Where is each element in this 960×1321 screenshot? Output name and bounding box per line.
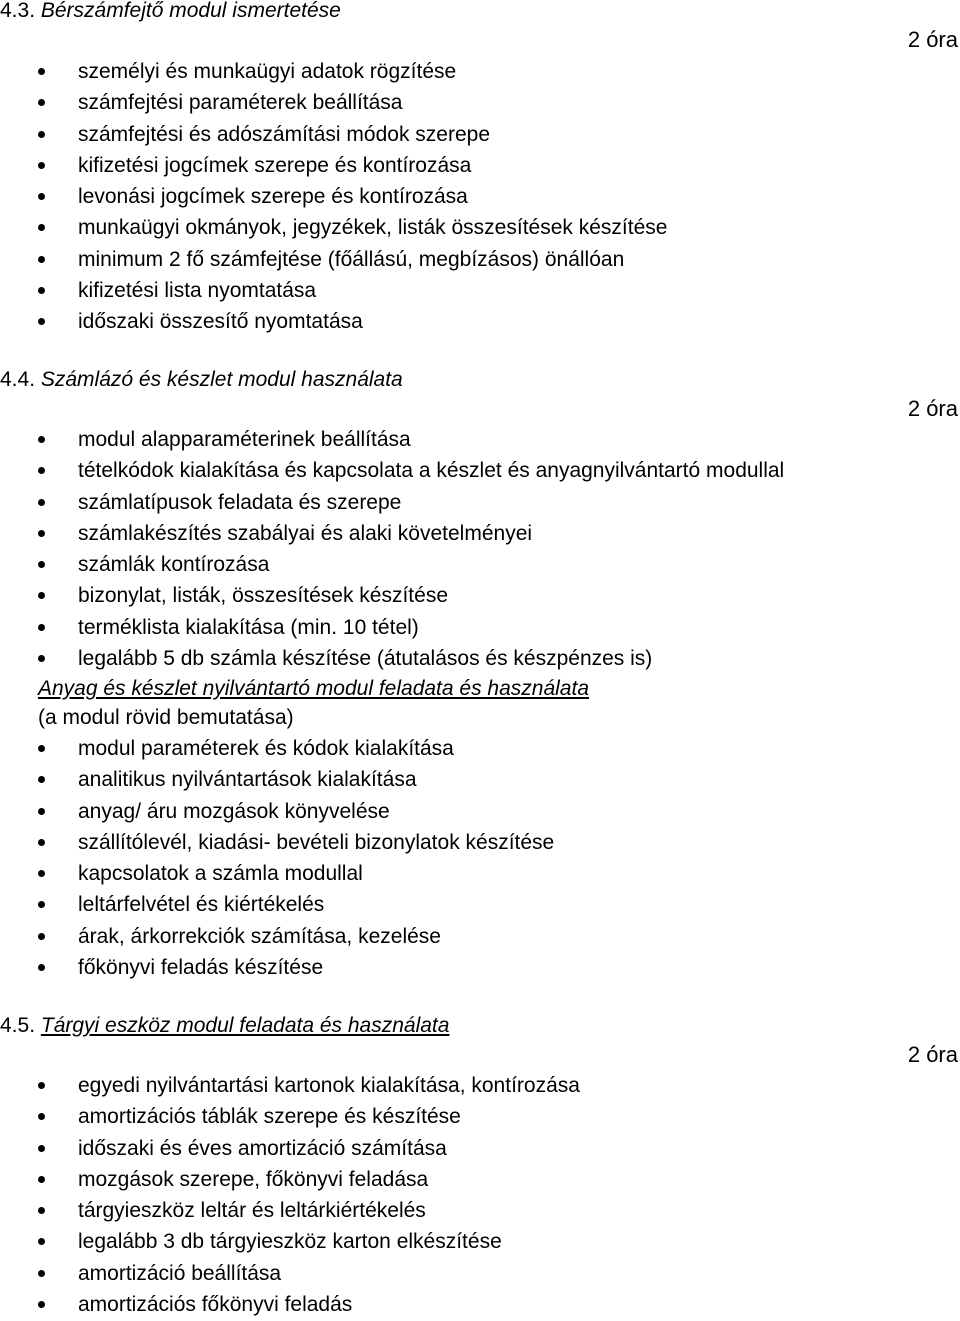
list-item-text: kapcsolatok a számla modullal — [78, 862, 363, 886]
list-item-text: bizonylat, listák, összesítések készítése — [78, 584, 448, 608]
section-hours: 2 óra — [907, 27, 958, 52]
list-item-text: legalább 5 db számla készítése (átutalásos és készpénzes is) — [78, 647, 653, 671]
bullet-icon — [38, 1207, 45, 1214]
bullet-icon — [38, 1145, 45, 1152]
bullet-icon — [38, 162, 45, 169]
list-item-text: amortizációs főkönyvi feladás — [78, 1293, 353, 1317]
bullet-list-4-5 — [0, 1070, 580, 1320]
list-item-text: amortizáció beállítása — [78, 1261, 282, 1285]
bullet-icon — [38, 318, 45, 325]
list-item-text: terméklista kialakítása (min. 10 tétel) — [78, 615, 419, 639]
section-title: Bérszámfejtő modul ismertetése — [40, 0, 341, 22]
section-hours: 2 óra — [907, 396, 958, 421]
list-item — [0, 796, 554, 827]
list-item-text: levonási jogcímek szerepe és kontírozása — [78, 185, 468, 209]
list-item-text: tételkódok kialakítása és kapcsolata a készlet és anyagnyilvántartó modullal — [78, 459, 785, 483]
subsection-subtitle: (a modul rövid bemutatása) — [38, 706, 294, 729]
list-item — [0, 764, 554, 795]
list-item-text: időszaki és éves amortizáció számítása — [78, 1136, 447, 1160]
bullet-icon — [38, 287, 45, 294]
bullet-icon — [38, 592, 45, 599]
list-item — [0, 212, 667, 243]
section-hours: 2 óra — [907, 1042, 958, 1067]
list-item-text: kifizetési lista nyomtatása — [78, 279, 317, 303]
list-item — [0, 87, 667, 118]
list-item — [0, 858, 554, 889]
list-item-text: számlakészítés szabályai és alaki követelményei — [78, 521, 533, 545]
list-item — [0, 1195, 580, 1226]
list-item — [0, 1258, 580, 1289]
list-item-text: személyi és munkaügyi adatok rögzítése — [78, 60, 457, 83]
list-item — [0, 119, 667, 150]
bullet-icon — [38, 964, 45, 971]
list-item — [0, 1164, 580, 1195]
list-item — [0, 306, 667, 337]
list-item-text: árak, árkorrekciók számítása, kezelése — [78, 924, 441, 948]
list-item-text: számfejtési paraméterek beállítása — [78, 91, 403, 115]
bullet-icon — [38, 933, 45, 940]
list-item — [0, 150, 667, 181]
bullet-list-anyag — [0, 733, 554, 983]
list-item-text: egyedi nyilvántartási kartonok kialakítása, kontírozása — [78, 1074, 580, 1097]
bullet-icon — [38, 624, 45, 631]
list-item — [0, 244, 667, 275]
list-item-text: leltárfelvétel és kiértékelés — [78, 893, 325, 917]
list-item — [0, 518, 784, 549]
bullet-icon — [38, 467, 45, 474]
bullet-icon — [38, 808, 45, 815]
list-item-text: főkönyvi feladás készítése — [78, 956, 324, 980]
list-item — [0, 889, 554, 920]
subsection-title: Anyag és készlet nyilvántartó modul feladata és használata — [38, 677, 589, 700]
list-item — [0, 921, 554, 952]
list-item-text: analitikus nyilvántartások kialakítása — [78, 768, 417, 792]
list-item — [0, 733, 554, 764]
bullet-icon — [38, 193, 45, 200]
section-number: 4.5. — [0, 1014, 36, 1037]
list-item-text: számlák kontírozása — [78, 553, 270, 577]
list-item-text: amortizációs táblák szerepe és készítése — [78, 1105, 461, 1129]
bullet-icon — [38, 745, 45, 752]
list-item-text: modul alapparaméterinek beállítása — [78, 428, 411, 451]
list-item — [0, 643, 784, 674]
list-item — [0, 56, 667, 87]
list-item — [0, 549, 784, 580]
bullet-icon — [38, 99, 45, 106]
list-item — [0, 455, 784, 486]
bullet-icon — [38, 776, 45, 783]
bullet-icon — [38, 1270, 45, 1277]
section-number: 4.3. — [0, 0, 36, 22]
list-item — [0, 1226, 580, 1257]
section-title: Tárgyi eszköz modul feladata és használata — [40, 1014, 450, 1037]
bullet-icon — [38, 839, 45, 846]
bullet-icon — [38, 131, 45, 138]
list-item — [0, 1070, 580, 1101]
list-item — [0, 827, 554, 858]
bullet-icon — [38, 1238, 45, 1245]
list-item-text: mozgások szerepe, főkönyvi feladása — [78, 1167, 429, 1191]
list-item-text: modul paraméterek és kódok kialakítása — [78, 737, 454, 760]
list-item — [0, 612, 784, 643]
bullet-icon — [38, 256, 45, 263]
bullet-icon — [38, 655, 45, 662]
list-item — [0, 1101, 580, 1132]
list-item-text: szállítólevél, kiadási- bevételi bizonylatok készítése — [78, 830, 555, 854]
list-item — [0, 275, 667, 306]
bullet-icon — [38, 224, 45, 231]
list-item — [0, 580, 784, 611]
list-item-text: időszaki összesítő nyomtatása — [78, 310, 363, 334]
bullet-icon — [38, 901, 45, 908]
list-item — [0, 181, 667, 212]
bullet-icon — [38, 1082, 45, 1089]
list-item — [0, 1133, 580, 1164]
list-item-text: tárgyieszköz leltár és leltárkiértékelés — [78, 1199, 426, 1223]
section-heading-4-4 — [0, 367, 403, 393]
bullet-icon — [38, 870, 45, 877]
bullet-icon — [38, 530, 45, 537]
bullet-icon — [38, 1113, 45, 1120]
bullet-icon — [38, 436, 45, 443]
list-item — [0, 487, 784, 518]
bullet-icon — [38, 1301, 45, 1308]
section-heading-4-5 — [0, 1013, 449, 1039]
list-item-text: minimum 2 fő számfejtése (főállású, megbízásos) önállóan — [78, 247, 625, 271]
bullet-icon — [38, 68, 45, 75]
bullet-list-4-4 — [0, 424, 784, 674]
list-item-text: legalább 3 db tárgyieszköz karton elkészítése — [78, 1230, 502, 1254]
section-number: 4.4. — [0, 368, 36, 391]
list-item — [0, 424, 784, 455]
bullet-list-4-3 — [0, 56, 667, 338]
bullet-icon — [38, 561, 45, 568]
list-item-text: munkaügyi okmányok, jegyzékek, listák összesítések készítése — [78, 216, 668, 240]
list-item-text: kifizetési jogcímek szerepe és kontírozása — [78, 153, 472, 177]
bullet-icon — [38, 499, 45, 506]
list-item — [0, 952, 554, 983]
list-item-text: számfejtési és adószámítási módok szerepe — [78, 122, 491, 146]
list-item-text: anyag/ áru mozgások könyvelése — [78, 799, 390, 823]
section-title: Számlázó és készlet modul használata — [40, 368, 403, 391]
list-item-text: számlatípusok feladata és szerepe — [78, 490, 402, 514]
list-item — [0, 1289, 580, 1320]
section-heading-4-3 — [0, 0, 341, 24]
bullet-icon — [38, 1176, 45, 1183]
